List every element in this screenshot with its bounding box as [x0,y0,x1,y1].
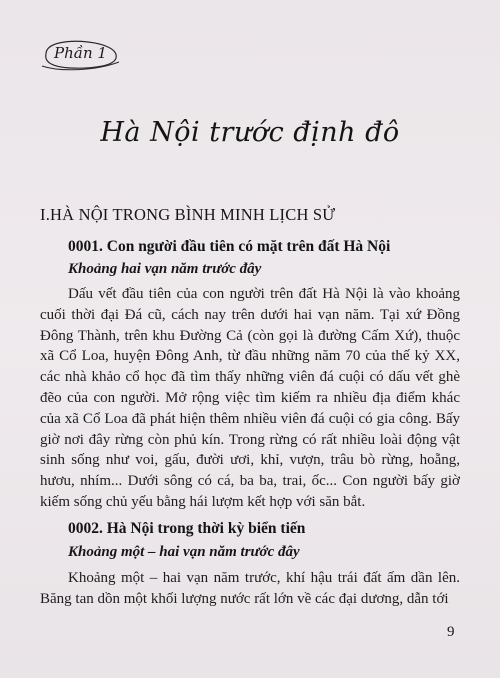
entry-title: 0001. Con người đầu tiên có mặt trên đất Hà Nội [68,238,391,255]
part-label-text: Phần 1 [54,44,107,62]
chapter-title: Hà Nội trước định đô [100,117,400,148]
page-number: 9 [447,624,455,640]
part-label [40,36,120,72]
entry-title: 0002. Hà Nội trong thời kỳ biển tiến [68,520,306,537]
entry-body: Dấu vết đầu tiên của con người trên đất Hà Nội là vào khoảng cuối thời đại Đá cũ, cách nay trên dưới hai vạn năm. Tại xứ Đồng Đông Thành, trên khu Đường Cả (còn gọi là đường Cấm Xứ), thuộc xã Cổ Loa, huyện Đông Anh, từ đầu những năm 70 của thế kỷ XX, các nhà khảo cổ học đã tìm thấy những viên đá cuội có dấu vết ghè đẽo của con người. Mở rộng việc tìm kiếm ra nhiều địa điểm khác của xã Cổ Loa đã phát hiện thêm nhiều viên đá cuội có gia công. Bấy giờ nơi đây rừng còn phủ kín. Trong rừng có rất nhiều loài động vật sinh sống như voi, gấu, đười ươi, khỉ, vượn, trâu bò rừng, hoẵng, hươu, nhím... Dưới sông có cá, ba ba, trai, ốc... Con người bấy giờ kiếm sống chủ yếu bằng hái lượm kết hợp với săn bắt. [40,286,460,510]
section-heading: I.HÀ NỘI TRONG BÌNH MINH LỊCH SỬ [40,205,336,224]
entry-body: Khoảng một – hai vạn năm trước, khí hậu trái đất ấm dần lên. Băng tan dồn một khối lượng nước rất lớn về các đại dương, dẫn tới [40,570,460,607]
entry-subtitle: Khoảng một – hai vạn năm trước đây [68,544,300,560]
entry-subtitle: Khoảng hai vạn năm trước đây [68,261,262,277]
